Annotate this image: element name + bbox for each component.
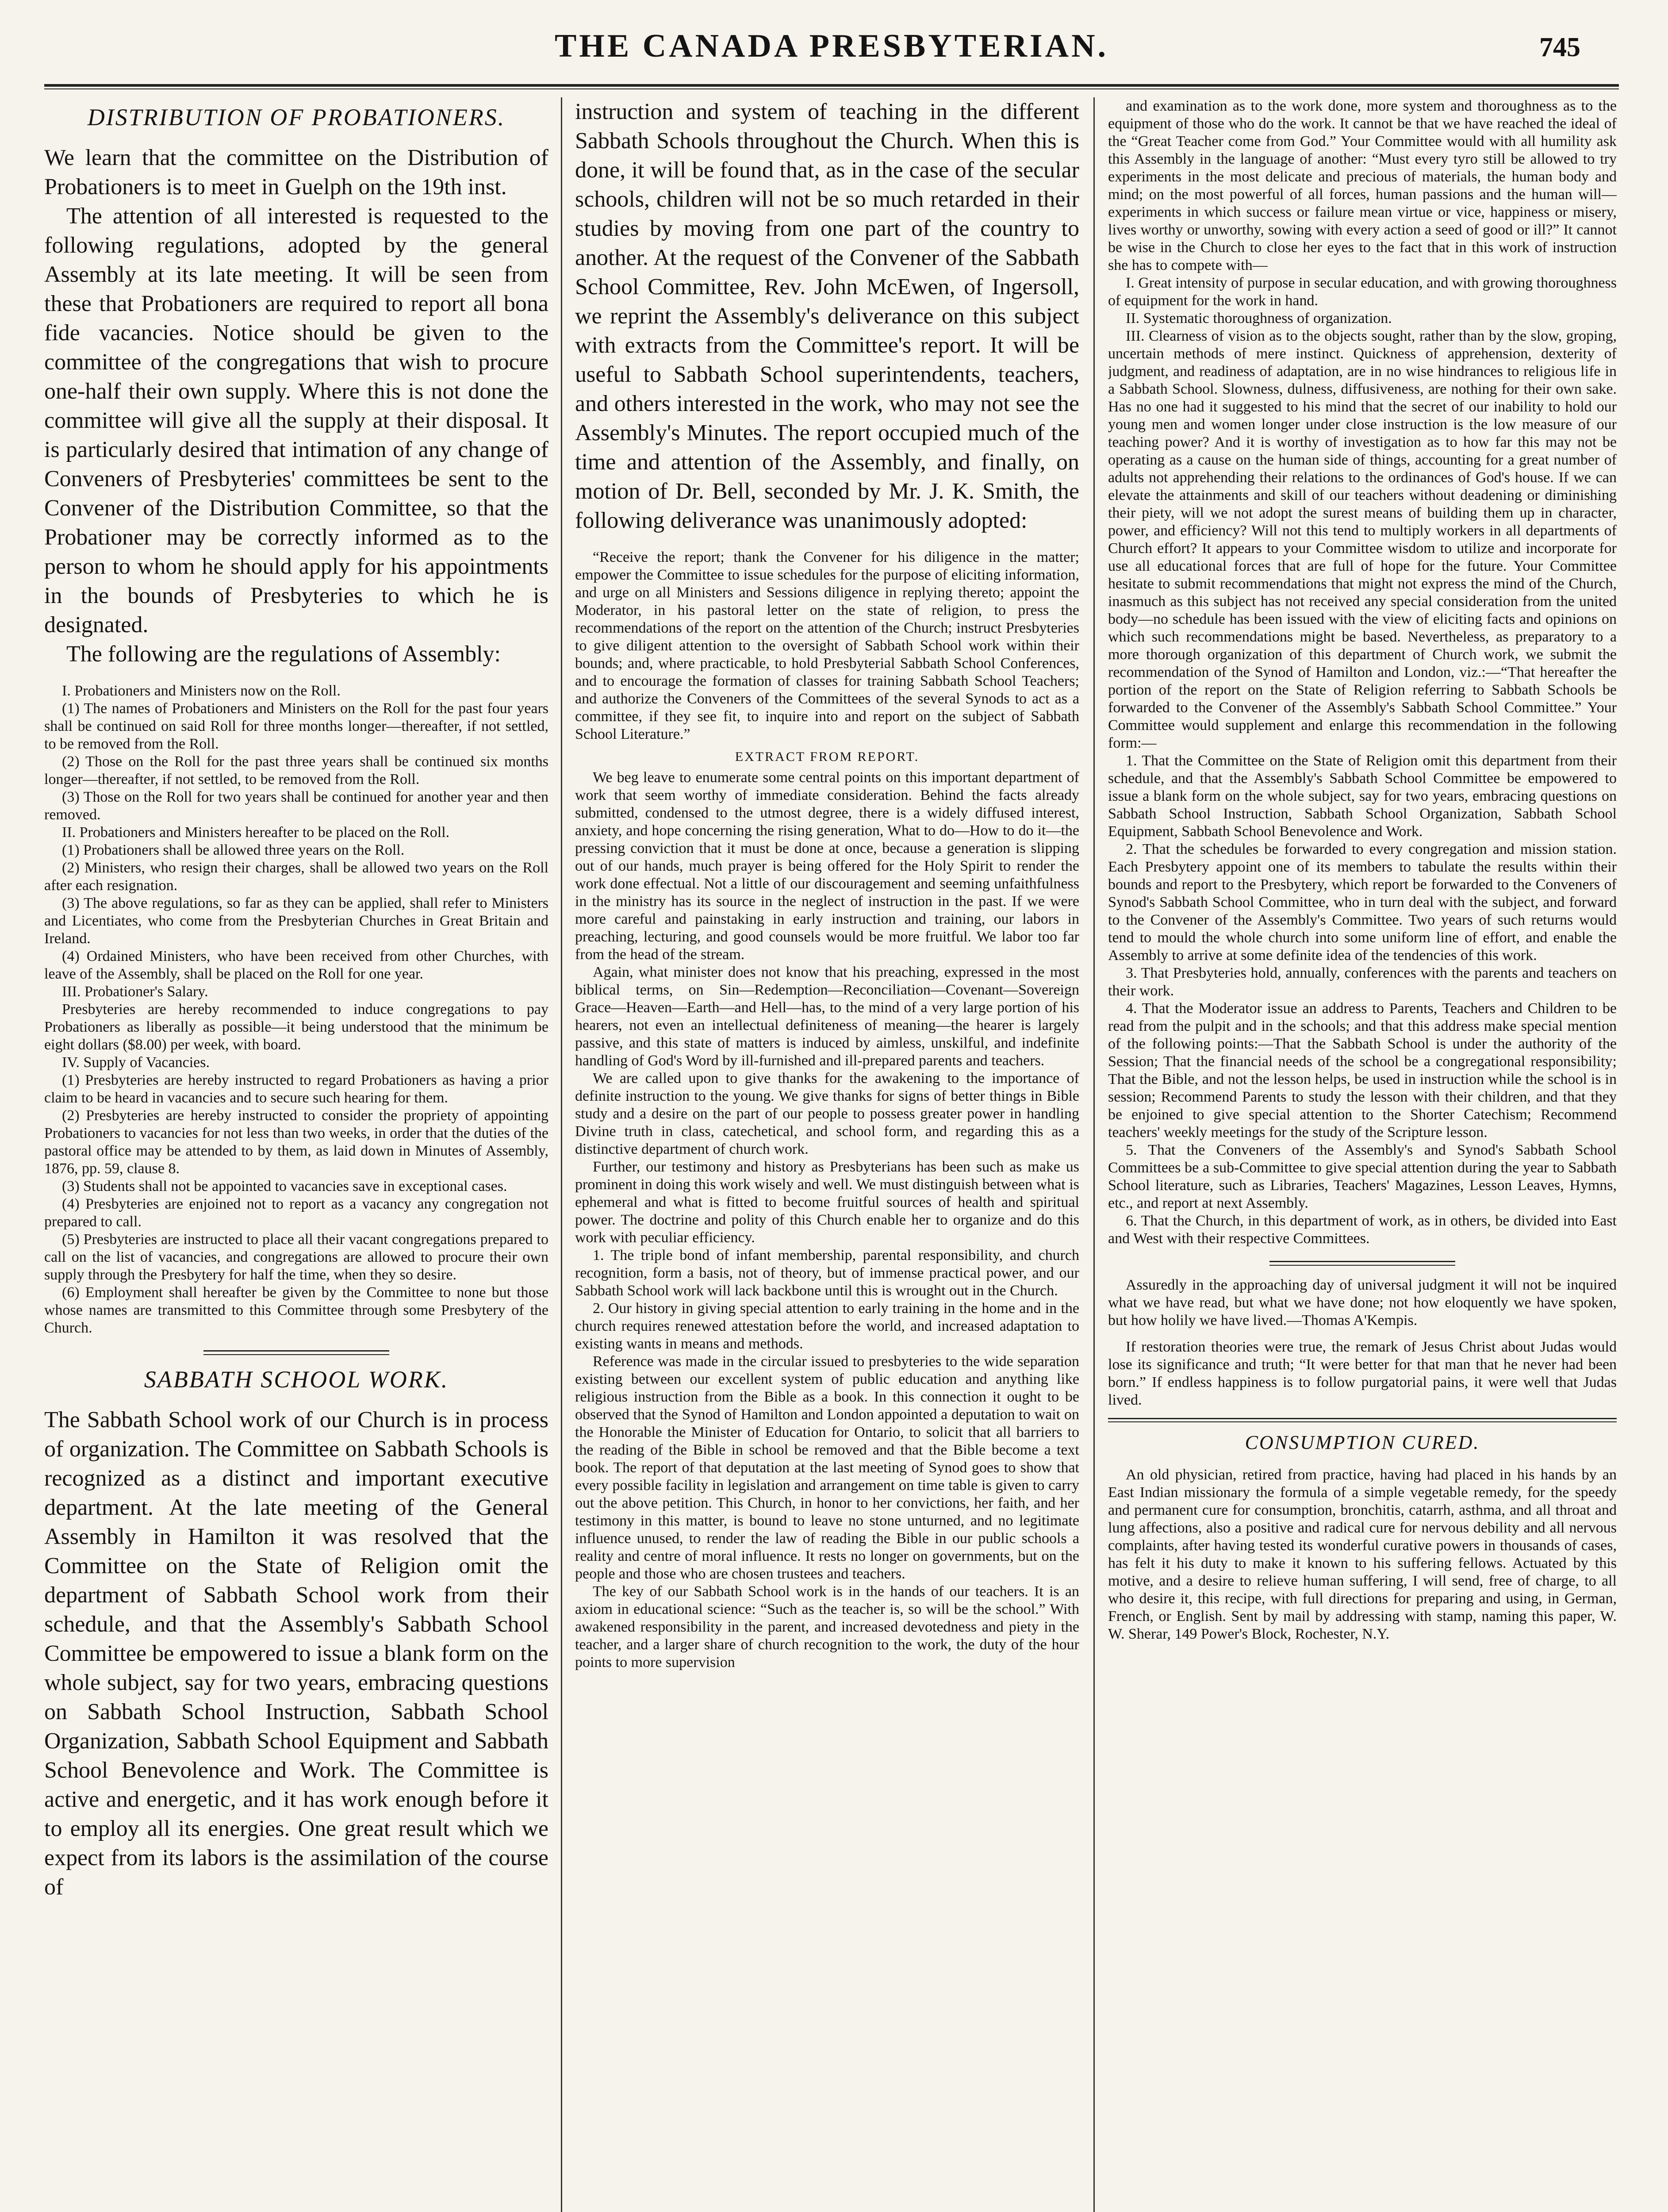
regulations-list (44, 682, 548, 1337)
text-paragraph: (6) Employment shall hereafter be given by the Committee to none but those whose names are transmitted to this Committee through some Presbytery of the Church. (44, 1284, 548, 1336)
article-paragraph: The Sabbath School work of our Church is in process of organization. The Committee on Sabbath Schools is recognized as a distinct and important executive department. At the late meeting of the General Assembly in Hamilton it was resolved that the Committee on the State of Religion omit the department of Sabbath School work from their schedule, and that the Assembly's Sabbath School Committee be empowered to issue a blank form on the whole subject, say for two years, embracing questions on Sabbath School Instruction, Sabbath School Organization, Sabbath School Equipment and Sabbath School Benevolence and Work. The Committee is active and energetic, and it has work enough before it to employ all its energies. One great result which we expect from its labors is the assimilation of the course of (44, 1407, 548, 1900)
column-1 (44, 97, 548, 2212)
assembly-deliverance-quote: “Receive the report; thank the Convener for his diligence in the matter; empower the Committee to issue schedules for the purpose of eliciting information, and urge on all Ministers and Sessions diligence in replying thereto; appoint the Moderator, in his pastoral letter on the state of religion, to press the recommendations of the report on the attention of the Church; instruct Presbyteries to give diligent attention to the oversight of Sabbath School work within their bounds; and, where practicable, to hold Presbyterial Sabbath School Conferences, and to encourage the formation of classes for training Sabbath School Teachers; and authorize the Conveners of the Committees of the several Synods to act as a committee, if they see fit, to inquire into and report on the subject of Sabbath School Literature.” (575, 549, 1079, 742)
article-heading-sabbath-school: SABBATH SCHOOL WORK. (144, 1366, 449, 1393)
text-paragraph: Further, our testimony and history as Presbyterians has been such as make us prominent in doing this work wisely and well. We must distinguish between what is ephemeral and what is fitted to become fruitful sources of health and spiritual power. The doctrine and polity of this Church enable her to organize and do this work with peculiar efficiency. (575, 1159, 1079, 1246)
text-paragraph: III. Probationer's Salary. (62, 983, 208, 1000)
text-paragraph: II. Systematic thoroughness of organization. (1126, 310, 1392, 326)
subheading-extract: EXTRACT FROM REPORT. (735, 749, 920, 764)
text-paragraph: (3) Students shall not be appointed to vacancies save in exceptional cases. (62, 1178, 507, 1194)
text-paragraph: Again, what minister does not know that his preaching, expressed in the most biblical terms, on Sin—Redemption—Reconciliation—Covenant—Sovereign Grace—Heaven—Earth—and Hell—has, to the mind of a very large portion of his hearers, not even an intellectual definiteness of meaning—the hearer is largely passive, and this state of matters is induced by aimless, unskilful, and indefinite handling of God's Word by ill-furnished and ill-prepared parents and teachers. (575, 964, 1079, 1069)
text-paragraph: 1. That the Committee on the State of Religion omit this department from their schedule, and that the Assembly's Sabbath School Committee be empowered to issue a blank form on the whole subject, say for two years, embracing questions on Sabbath School Instruction, Sabbath School Organization, Sabbath School Equipment, Sabbath School Benevolence and Work. (1108, 753, 1617, 840)
section-divider (1108, 1418, 1617, 1422)
restoration-paragraph: If restoration theories were true, the remark of Jesus Christ about Judas would lose its significance and truth; “It were better for that man that he never had been born.” If endless happiness is to follow purgatorial pains, it were well that Judas lived. (1108, 1339, 1617, 1408)
spacer (575, 535, 1079, 549)
text-paragraph: (5) Presbyteries are instructed to place all their vacant congregations prepared to call on the list of vacancies, and congregations are allowed to procure their own supply through the Presbytery for half the time, when they so desire. (44, 1231, 548, 1283)
spacer (44, 669, 548, 682)
article-heading-probationers: DISTRIBUTION OF PROBATIONERS. (87, 104, 506, 131)
spacer (1108, 1329, 1617, 1338)
header-rule (44, 84, 1619, 87)
consumption-advert: An old physician, retired from practice, having had placed in his hands by an East Indian missionary the formula of a simple vegetable remedy, for the speedy and permanent cure for consumption, bronchitis, catarrh, asthma, and all throat and lung affections, also a positive and radical cure for nervous debility and all nervous complaints, after having tested its wonderful curative powers in thousands of cases, has felt it his duty to make it known to his suffering fellows. Actuated by this motive, and a desire to relieve human suffering, I will send, free of charge, to all who desire it, this recipe, with full directions for preparing and using, in German, French, or English. Sent by mail by addressing with stamp, naming this paper, W. W. Sherar, 149 Power's Block, Rochester, N.Y. (1108, 1467, 1617, 1642)
text-paragraph: The key of our Sabbath School work is in the hands of our teachers. It is an axiom in educational science: “Such as the teacher is, so will be the school.” With awakened responsibility in the parent, and increased devotedness and piety in the teacher, and a larger share of church recognition to the work, the duty of the hour points to more supervision (575, 1583, 1079, 1671)
text-paragraph: 2. That the schedules be forwarded to every congregation and mission station. Each Presbytery appoint one of its members to tabulate the results within their bounds and report to the Presbytery, which report be forwarded to the Conveners of Synod's Sabbath School Committee, who in turn deal with the subject, and forward to the Convener of the Assembly's Committee. Two years of such returns would tend to mould the whole church into some uniform line of effort, and enable the Assembly to arrive at some definite idea of the tendencies of this work. (1108, 841, 1617, 964)
text-paragraph: 2. Our history in giving special attention to early training in the home and in the church requires renewed attestation before the world, and increased adaptation to existing wants in means and methods. (575, 1300, 1079, 1352)
text-paragraph: 3. That Presbyteries hold, annually, conferences with the parents and teachers on their work. (1108, 965, 1617, 999)
column-2 (575, 97, 1079, 2212)
article-paragraph: We learn that the committee on the Distribution of Probationers is to meet in Guelph on the 19th inst. (44, 145, 548, 200)
report-extract (575, 769, 1079, 1671)
text-paragraph: IV. Supply of Vacancies. (62, 1054, 210, 1071)
text-paragraph: (4) Presbyteries are enjoined not to report as a vacancy any congregation not prepared to call. (44, 1196, 548, 1230)
text-paragraph: (1) The names of Probationers and Ministers on the Roll for the past four years shall be continued on said Roll for three months longer—thereafter, if not settled, to be removed from the Roll. (44, 700, 548, 752)
text-paragraph: (1) Probationers shall be allowed three years on the Roll. (62, 842, 405, 858)
text-paragraph: (2) Those on the Roll for the past three years shall be continued six months longer—thereafter, if not settled, to be removed from the Roll. (44, 753, 548, 787)
text-paragraph: and examination as to the work done, more system and thoroughness as to the equipment of those who do the work. It cannot be that we have reached the ideal of the “Great Teacher come from God.” Your Committee would with all humility ask this Assembly in the language of another: “Must every tyro still be allowed to try experiments in the most delicate and precious of materials, the human body and mind; on the most powerful of all forces, human passions and the human will—experiments in which success or failure mean virtue or vice, happiness or misery, lives worthy or unworthy, sowing with every action a seed of good or ill?” It cannot be wise in the Church to close her eyes to the fact that in this work of instruction she has to compete with— (1108, 98, 1617, 273)
text-paragraph: III. Clearness of vision as to the objects sought, rather than by the slow, groping, uncertain methods of mere instinct. Quickness of apprehension, dexterity of judgment, and readiness of adaptation, are in no wise hindrances to religious life in a Sabbath School. Slowness, dulness, diffusiveness, are nothing for their own sake. Has no one had it suggested to his mind that the secret of our inability to hold our young men and women longer under close instruction is the low measure of our teaching power? And it is worthy of investigation as to how far this may not be operating as a cause on the human side of things, accounting for a great number of adults not apprehending their relations to the ordinances of God's house. If we can elevate the attainments and skill of our teachers without deadening or diminishing their piety, will we not adopt the surest means of building them up in character, power, and efficiency? Will not this tend to multiply workers in all departments of Church effort? It appears to your Committee wisdom to utilize and incorporate for use all educational forces that are full of hope for the future. Your Committee hesitate to submit recommendations that might not express the mind of the Church, inasmuch as this subject has not received any special consideration from the united body—no schedule has been issued with the view of eliciting facts and opinions on which such recommendations might be based. Nevertheless, as preparatory to a more thorough organization of this department of Church work, we submit the recommendation of the Synod of Hamilton and London, viz.:—“That hereafter the portion of the report on the State of Religion referring to Sabbath Schools be forwarded to the Convener of the Assembly's Sabbath School Committee.” Your Committee would supplement and enlarge this recommendation in the following form:— (1108, 328, 1617, 751)
text-paragraph: II. Probationers and Ministers hereafter to be placed on the Roll. (62, 824, 450, 841)
page-number: 745 (1539, 32, 1580, 62)
text-paragraph: 1. The triple bond of infant membership, parental responsibility, and church recognition, form a basis, not of theory, but of immense practical power, and our Sabbath School work will lack backbone until this is wrought out in the Church. (575, 1247, 1079, 1299)
text-paragraph: Presbyteries are hereby recommended to induce congregations to pay Probationers as liberally as possible—it being understood that the minimum be eight dollars ($8.00) per week, with board. (44, 1001, 548, 1053)
text-paragraph: (3) Those on the Roll for two years shall be continued for another year and then removed. (44, 789, 548, 823)
text-paragraph: We are called upon to give thanks for the awakening to the importance of definite instruction to the young. We give thanks for signs of better things in Bible study and a desire on the part of our people to possess greater power in handling Divine truth in class, catechetical, and school form, and regarding this as a distinctive department of church work. (575, 1070, 1079, 1157)
text-paragraph: (2) Ministers, who resign their charges, shall be allowed two years on the Roll after each resignation. (44, 860, 548, 894)
column-3 (1108, 97, 1617, 2212)
text-paragraph: (4) Ordained Ministers, who have been received from other Churches, with leave of the Assembly, shall be placed on the Roll for one year. (44, 948, 548, 982)
article-heading-consumption: CONSUMPTION CURED. (1245, 1432, 1480, 1453)
column-divider (561, 97, 562, 2212)
report-continuation (1108, 97, 1617, 1248)
section-divider (203, 1350, 389, 1355)
text-paragraph: 6. That the Church, in this department of work, as in others, be divided into East and West with their respective Committees. (1108, 1213, 1617, 1247)
text-paragraph: We beg leave to enumerate some central points on this important department of work that seem worthy of immediate consideration. Behind the facts already submitted, condensed to the utmost degree, there is a widely diffused interest, anxiety, and hope concerning the rising generation, What to do—How to do it—the pressing conviction that it must be done at once, because a generation is slipping out of our hands, much prayer is being offered for the Holy Spirit to render the work done effectual. Not a little of our discouragement and seeming unfaithfulness in the ministry has its source in the neglect of instruction in the past. If we were more careful and painstaking in early instruction and training, our labors in preaching, lecturing, and good counsels would be more fruitful. We labor too far from the head of the stream. (575, 769, 1079, 963)
article-paragraph: The attention of all interested is requested to the following regulations, adopted by the general Assembly at its late meeting. It will be seen from these that Probationers are required to report all bona fide vacancies. Notice should be given to the committee of the congregations that wish to procure one-half their own supply. Where this is not done the committee will give all the supply at their disposal. It is particularly desired that intimation of any change of Conveners of Presbyteries' committees be sent to the Convener of the Distribution Committee, so that the Probationer may be correctly informed as to the person to whom he should apply for his appointments in the bounds of Presbyteries to which he is designated. (44, 204, 548, 637)
text-paragraph: 5. That the Conveners of the Assembly's and Synod's Sabbath School Committees be a sub-Committee to give special attention during the year to Sabbath School literature, such as Libraries, Teachers' Magazines, Lesson Leaves, Hymns, etc., and report at next Assembly. (1108, 1142, 1617, 1211)
kempis-quote: Assuredly in the approaching day of universal judgment it will not be inquired what we have read, but what we have done; not how eloquently we have spoken, but how holily we have lived.—Thomas A'Kempis. (1108, 1277, 1617, 1329)
text-paragraph: 4. That the Moderator issue an address to Parents, Teachers and Children to be read from the pulpit and in the schools; and that this address make special mention of the following points:—That the Sabbath School is under the authority of the Session; That the financial needs of the school be a congregational responsibility; That the Bible, and not the lesson helps, be used in instruction while the school is in session; Recommend Parents to study the lesson with their children, and that they be enjoined to give special attention to the Shorter Catechism; Recommend teachers' weekly meetings for the study of the Scripture lesson. (1108, 1000, 1617, 1141)
text-paragraph: (3) The above regulations, so far as they can be applied, shall refer to Ministers and Licentiates, who come from the Presbyterian Churches in Great Britain and Ireland. (44, 895, 548, 947)
text-paragraph: I. Probationers and Ministers now on the Roll. (62, 683, 341, 699)
article-paragraph: instruction and system of teaching in the different Sabbath Schools throughout the Church. When this is done, it will be found that, as in the case of the secular schools, children will not be so much retarded in their studies by moving from one part of the country to another. At the request of the Convener of the Sabbath School Committee, Rev. John McEwen, of Ingersoll, we reprint the Assembly's deliverance on this subject with extracts from the Committee's report. It will be useful to Sabbath School superintendents, teachers, and others interested in the work, who may not see the Assembly's Minutes. The report occupied much of the time and attention of the Assembly, and finally, on motion of Dr. Bell, seconded by Mr. J. K. Smith, the following deliverance was unanimously adopted: (575, 99, 1079, 533)
newspaper-title: THE CANADA PRESBYTERIAN. (554, 28, 1109, 64)
column-divider (1093, 97, 1095, 2212)
header-rule-thin (44, 88, 1619, 89)
masthead (0, 0, 1668, 91)
section-divider (1269, 1261, 1455, 1266)
text-paragraph: I. Great intensity of purpose in secular education, and with growing thoroughness of equipment for the work in hand. (1108, 275, 1617, 309)
text-paragraph: (2) Presbyteries are hereby instructed to consider the propriety of appointing Probationers to vacancies for not less than two weeks, in order that the duties of the pastoral office may be attended to by them, as laid down in Minutes of Assembly, 1876, pp. 59, clause 8. (44, 1107, 548, 1177)
text-paragraph: Reference was made in the circular issued to presbyteries to the wide separation existing between our excellent system of public education and anything like religious instruction from the Bible as a book. In this connection it ought to be observed that the Synod of Hamilton and London appointed a deputation to wait on the Honorable the Minister of Education for Ontario, to solicit that all barriers to the reading of the Bible in school be removed and that the Bible become a text book. The report of that deputation at the last meeting of Synod goes to show that every possible facility in legislation and arrangement on time table is given to carry out the above petition. This Church, in honor to her convictions, her faith, and her testimony in this matter, is bound to leave no stone unturned, and no legitimate influence unused, to render the law of reading the Bible in our public schools a reality and centre of moral influence. It rests no longer on governments, but on the people and those who are chosen trustees and teachers. (575, 1353, 1079, 1582)
text-paragraph: (1) Presbyteries are hereby instructed to regard Probationers as having a prior claim to be heard in vacancies and to secure such hearing for them. (44, 1072, 548, 1106)
article-paragraph: The following are the regulations of Assembly: (66, 641, 501, 667)
